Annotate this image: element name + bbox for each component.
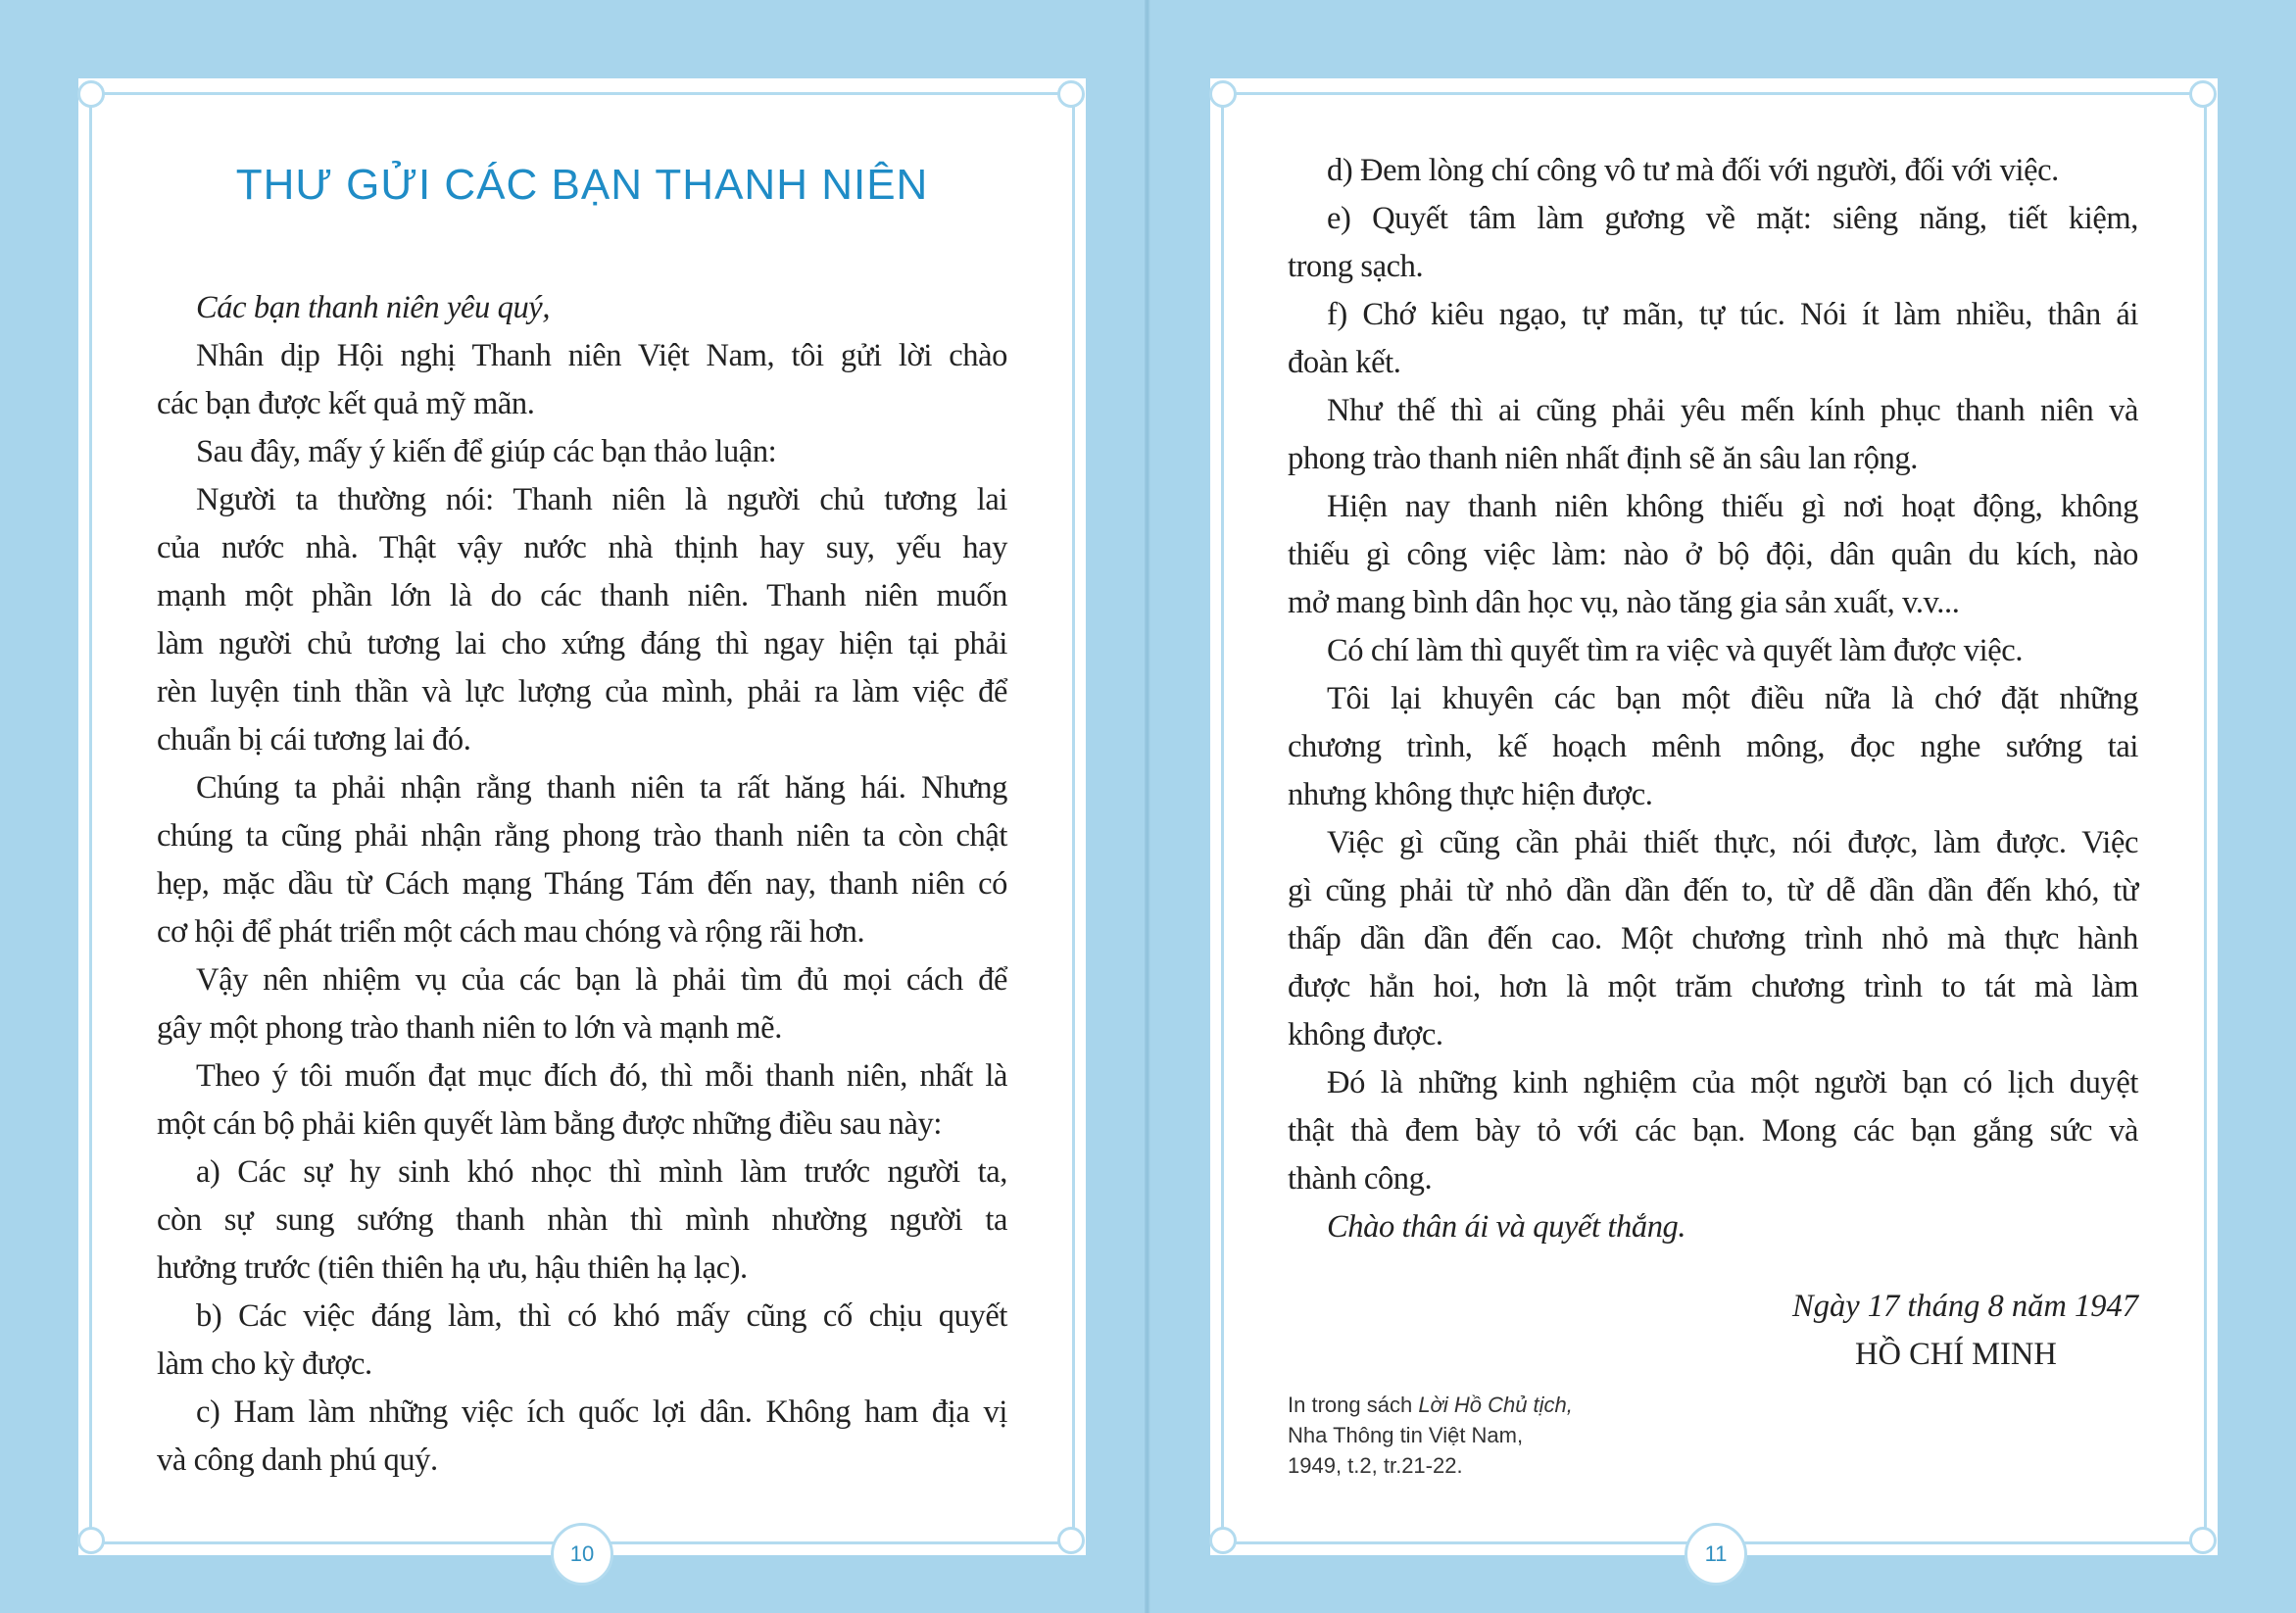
paragraph: [1288, 1059, 2138, 1203]
paragraph: [1288, 483, 2138, 627]
text-line: một cán bộ phải kiên quyết làm bằng được những điều sau này:: [157, 1106, 943, 1142]
text-line: b) Các việc đáng làm, thì có khó mấy cũng cố chịu quyết: [196, 1298, 1007, 1334]
frame-corner: [2189, 80, 2217, 108]
text-line: a) Các sự hy sinh khó nhọc thì mình làm trước người ta,: [196, 1154, 1007, 1190]
text-line: Vậy nên nhiệm vụ của các bạn là phải tìm đủ mọi cách để: [196, 962, 1007, 998]
text-line: chương trình, kế hoạch mênh mông, đọc nghe sướng tai: [1288, 729, 2138, 764]
text-line: Các bạn thanh niên yêu quý,: [196, 290, 551, 325]
text-line: còn sự sung sướng thanh nhàn thì mình nhường người ta: [157, 1202, 1007, 1238]
text-line: Như thế thì ai cũng phải yêu mến kính phục thanh niên và: [1327, 393, 2138, 428]
text-line: Đó là những kinh nghiệm của một người bạn có lịch duyệt: [1327, 1065, 2138, 1100]
text-line: thật thà đem bày tỏ với các bạn. Mong các bạn gắng sức và: [1288, 1113, 2138, 1149]
text-line: nhưng không thực hiện được.: [1288, 777, 1653, 812]
text-line: thấp dần dần đến cao. Một chương trình nhỏ mà thực hành: [1288, 921, 2138, 956]
text-line: mở mang bình dân học vụ, nào tăng gia sản xuất, v.v...: [1288, 585, 1960, 620]
paragraph: [1288, 627, 2138, 675]
page-number: 11: [1685, 1523, 1747, 1586]
footnote-prefix: In trong sách: [1288, 1393, 1419, 1417]
text-line: gì cũng phải từ nhỏ dần dần đến to, từ dễ dần dần đến khó, từ: [1288, 873, 2138, 908]
right-body-text: [1288, 147, 2138, 1251]
text-line: Theo ý tôi muốn đạt mục đích đó, thì mỗi thanh niên, nhất là: [196, 1058, 1007, 1094]
text-line: phong trào thanh niên nhất định sẽ ăn sâu lan rộng.: [1288, 441, 1918, 476]
text-line: thành công.: [1288, 1161, 1433, 1197]
text-line: Hiện nay thanh niên không thiếu gì nơi hoạt động, không: [1327, 489, 2138, 524]
text-line: Nhân dịp Hội nghị Thanh niên Việt Nam, tôi gửi lời chào: [196, 338, 1007, 373]
frame-corner: [2189, 1527, 2217, 1554]
frame-corner: [1209, 80, 1237, 108]
paragraph: [157, 332, 1007, 428]
letter-date: Ngày 17 tháng 8 năm 1947: [1792, 1289, 2138, 1324]
footnote-details: 1949, t.2, tr.21-22.: [1288, 1453, 1463, 1478]
paragraph: [1288, 819, 2138, 1059]
text-line: được hẳn hoi, hơn là một trăm chương trình to tát mà làm: [1288, 969, 2138, 1004]
text-line: trong sạch.: [1288, 249, 1424, 284]
source-footnote: [1288, 1390, 1573, 1481]
paragraph: [1288, 1203, 2138, 1251]
text-line: thiếu gì công việc làm: nào ở bộ đội, dân quân du kích, nào: [1288, 537, 2138, 572]
paragraph: [157, 764, 1007, 956]
frame-corner: [1209, 1527, 1237, 1554]
text-line: của nước nhà. Thật vậy nước nhà thịnh hay suy, yếu hay: [157, 530, 1007, 565]
text-line: chuẩn bị cái tương lai đó.: [157, 722, 471, 758]
text-line: e) Quyết tâm làm gương về mặt: siêng năng, tiết kiệm,: [1327, 201, 2138, 236]
book-fold: [1145, 0, 1150, 1613]
frame-corner: [1057, 80, 1085, 108]
paragraph: [157, 476, 1007, 764]
text-line: và công danh phú quý.: [157, 1442, 438, 1478]
text-line: Việc gì cũng cần phải thiết thực, nói được, làm được. Việc: [1327, 825, 2138, 860]
frame-corner: [77, 80, 105, 108]
text-line: Người ta thường nói: Thanh niên là người chủ tương lai: [196, 482, 1007, 517]
text-line: Chào thân ái và quyết thắng.: [1327, 1209, 1686, 1245]
text-line: Chúng ta phải nhận rằng thanh niên ta rất hăng hái. Nhưng: [196, 770, 1007, 806]
paragraph: [157, 1149, 1007, 1293]
right-page: [1210, 78, 2218, 1566]
paragraph: [1288, 387, 2138, 483]
text-line: Có chí làm thì quyết tìm ra việc và quyết làm được việc.: [1327, 633, 2024, 668]
text-line: hẹp, mặc dầu từ Cách mạng Tháng Tám đến nay, thanh niên có: [157, 866, 1007, 902]
signature: HỒ CHÍ MINH: [1855, 1337, 2057, 1372]
text-line: đoàn kết.: [1288, 345, 1401, 380]
text-line: Sau đây, mấy ý kiến để giúp các bạn thảo luận:: [196, 434, 777, 469]
frame-corner: [1057, 1527, 1085, 1554]
footnote-book-title: Lời Hồ Chủ tịch,: [1418, 1393, 1573, 1417]
paragraph: [157, 428, 1007, 476]
text-line: các bạn được kết quả mỹ mãn.: [157, 386, 535, 421]
text-line: mạnh một phần lớn là do các thanh niên. Thanh niên muốn: [157, 578, 1007, 613]
text-line: chúng ta cũng phải nhận rằng phong trào thanh niên ta còn chật: [157, 818, 1007, 854]
text-line: f) Chớ kiêu ngạo, tự mãn, tự túc. Nói ít làm nhiều, thân ái: [1327, 297, 2138, 332]
text-line: làm người chủ tương lai cho xứng đáng thì ngay hiện tại phải: [157, 626, 1007, 661]
left-page: [78, 78, 1086, 1566]
page-title: THƯ GỬI CÁC BẠN THANH NIÊN: [235, 161, 929, 209]
footnote-publisher: Nha Thông tin Việt Nam,: [1288, 1423, 1524, 1447]
paragraph: [157, 1293, 1007, 1389]
paragraph: [157, 1389, 1007, 1485]
text-line: hưởng trước (tiên thiên hạ ưu, hậu thiên hạ lạc).: [157, 1250, 748, 1286]
text-line: rèn luyện tinh thần và lực lượng của mình, phải ra làm việc để: [157, 674, 1007, 709]
paragraph: [1288, 147, 2138, 195]
text-line: Tôi lại khuyên các bạn một điều nữa là chớ đặt những: [1327, 681, 2138, 716]
text-line: không được.: [1288, 1017, 1443, 1052]
left-body-text: [157, 284, 1007, 1485]
text-line: làm cho kỳ được.: [157, 1346, 372, 1382]
paragraph: [157, 956, 1007, 1052]
paragraph: [1288, 291, 2138, 387]
text-line: c) Ham làm những việc ích quốc lợi dân. Không ham địa vị: [196, 1394, 1007, 1430]
text-line: cơ hội để phát triển một cách mau chóng và rộng rãi hơn.: [157, 914, 865, 950]
text-line: gây một phong trào thanh niên to lớn và mạnh mẽ.: [157, 1010, 782, 1046]
paragraph: [157, 1052, 1007, 1149]
paragraph: [1288, 675, 2138, 819]
page-number: 10: [551, 1523, 613, 1586]
text-line: d) Đem lòng chí công vô tư mà đối với người, đối với việc.: [1327, 153, 2059, 188]
paragraph: [157, 284, 1007, 332]
frame-corner: [77, 1527, 105, 1554]
paragraph: [1288, 195, 2138, 291]
